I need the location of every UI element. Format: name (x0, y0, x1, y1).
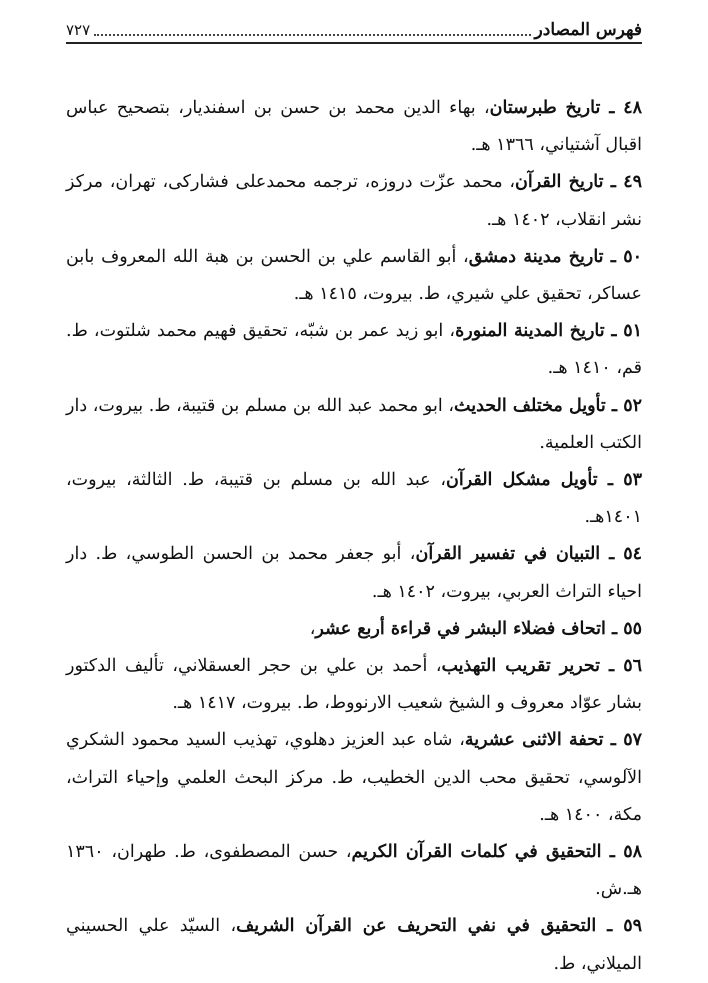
entry-details: محمد عزّت دروزه، ترجمه محمدعلى فشاركى، تهران، مركز نشر انقلاب، ١٤٠٢ هـ. (66, 172, 642, 230)
entry-title: تاريخ القرآن (515, 172, 604, 193)
entry-details: ابو محمد عبد الله بن مسلم بن قتيبة، ط. بيروت، دار الكتب العلمية. (66, 395, 642, 453)
entry-details: شاه عبد العزيز دهلوي، تهذيب السيد محمود الشكري الآلوسي، تحقيق محب الدين الخطيب، ط. مركز البحث العلمي وإحياء التراث، مكة، ١٤٠٠ هـ. (66, 730, 642, 825)
bibliography-entry: ٥٨ ـ التحقيق في كلمات القرآن الكريم، حسن المصطفوى، ط. طهران، ١٣٦٠ هـ.ش. (66, 842, 642, 900)
bibliography-entry: ٥٧ ـ تحفة الاثنى عشرية، شاه عبد العزيز دهلوي، تهذيب السيد محمود الشكري الآلوسي، تحقيق محب الدين الخطيب، ط. مركز البحث العلمي وإحياء التراث، مكة، ١٤٠٠ هـ. (66, 730, 642, 825)
entry-title: تحرير تقريب التهذيب (441, 656, 601, 677)
bibliography-entry: ٥٦ ـ تحرير تقريب التهذيب، أحمد بن علي بن حجر العسقلاني، تأليف الدكتور بشار عوّاد معروف و الشيخ شعيب الارنووط، ط. بيروت، ١٤١٧ هـ. (66, 656, 642, 714)
entry-number: ٥٠ (623, 246, 642, 267)
bibliography-entry: ٥٢ ـ تأويل مختلف الحديث، ابو محمد عبد الله بن مسلم بن قتيبة، ط. بيروت، دار الكتب العلمية. (66, 395, 643, 453)
entry-number: ٥٧ (623, 730, 642, 751)
entry-details: السيّد علي الحسيني الميلاني، ط. (66, 916, 642, 974)
entry-number: ٥٩ (623, 916, 642, 937)
entry-details: أحمد بن علي بن حجر العسقلاني، تأليف الدكتور بشار عوّاد معروف و الشيخ شعيب الارنووط، ط. بيروت، ١٤١٧ هـ. (66, 656, 642, 714)
entry-title: تحفة الاثنى عشرية (464, 730, 604, 751)
entry-title: التبيان في تفسير القرآن (415, 544, 601, 565)
bibliography-entry: ٥١ ـ تاريخ المدينة المنورة، ابو زيد عمر بن شبّه، تحقيق فهيم محمد شلتوت، ط. قم، ١٤١٠ هـ. (66, 321, 642, 379)
bibliography-entry: ٤٨ ـ تاريخ طبرستان، بهاء الدين محمد بن حسن بن اسفنديار، بتصحيح عباس اقبال آشتياني، ١٣٦٦ هـ. (66, 98, 643, 156)
entry-title: التحقيق في نفي التحريف عن القرآن الشريف (236, 916, 597, 937)
entry-title: تأويل مختلف الحديث (454, 395, 606, 416)
header-dot-leader (94, 34, 530, 36)
entry-number: ٥٣ (623, 470, 643, 491)
running-header (66, 14, 642, 44)
entry-title: تأويل مشكل القرآن (446, 470, 598, 491)
bibliography-entry: ٥٣ ـ تأويل مشكل القرآن، عبد الله بن مسلم بن قتيبة، ط. الثالثة، بيروت، ١٤٠١هـ. (66, 470, 643, 528)
bibliography-list (66, 90, 642, 983)
entry-title: تاريخ طبرستان (489, 98, 601, 118)
entry-number: ٥١ (623, 321, 642, 342)
entry-number: ٥٦ (623, 656, 642, 677)
bibliography-entry: ٥٠ ـ تاريخ مدينة دمشق، أبو القاسم علي بن الحسن بن هبة الله المعروف بابن عساكر، تحقيق علي شيري، ط. بيروت، ١٤١٥ هـ. (66, 246, 642, 305)
entry-details: أبو القاسم علي بن الحسن بن هبة الله المعروف بابن عساكر، تحقيق علي شيري، ط. بيروت، ١٤١٥ هـ. (66, 246, 642, 305)
book-page (66, 14, 643, 974)
bibliography-entry: ٥٩ ـ التحقيق في نفي التحريف عن القرآن الشريف، السيّد علي الحسيني الميلاني، ط. (66, 916, 642, 974)
entry-number: ٤٨ (623, 98, 643, 118)
entry-title: التحقيق في كلمات القرآن الكريم (351, 842, 602, 863)
entry-number: ٥٨ (623, 842, 642, 863)
bibliography-entry: ٤٩ ـ تاريخ القرآن، محمد عزّت دروزه، ترجمه محمدعلى فشاركى، تهران، مركز نشر انقلاب، ١٤٠٢ هـ. (66, 172, 642, 230)
page-number: ٧٢٧ (66, 21, 91, 39)
entry-number: ٥٥ (623, 618, 642, 639)
entry-number: ٥٢ (623, 395, 643, 416)
header-title: فهرس المصادر (534, 20, 642, 40)
entry-details: أبو جعفر محمد بن الحسن الطوسي، ط. دار احياء التراث العربي، بيروت، ١٤٠٢ هـ. (66, 544, 642, 602)
entry-details: بهاء الدين محمد بن حسن بن اسفنديار، بتصحيح عباس اقبال آشتياني، ١٣٦٦ هـ. (66, 98, 642, 156)
entry-details: ابو زيد عمر بن شبّه، تحقيق فهيم محمد شلتوت، ط. قم، ١٤١٠ هـ. (66, 321, 642, 379)
entry-title: تاريخ المدينة المنورة (455, 321, 605, 342)
entry-title: تاريخ مدينة دمشق (468, 246, 604, 267)
entry-details: عبد الله بن مسلم بن قتيبة، ط. الثالثة، بيروت، ١٤٠١هـ. (66, 470, 642, 528)
entry-number: ٥٤ (623, 544, 643, 565)
entry-title: اتحاف فضلاء البشر في قراءة أربع عشر (315, 618, 606, 639)
bibliography-entry: ٥٥ ـ اتحاف فضلاء البشر في قراءة أربع عشر، (309, 618, 642, 639)
entry-number: ٤٩ (623, 172, 642, 193)
entry-details: حسن المصطفوى، ط. طهران، ١٣٦٠ هـ.ش. (66, 842, 642, 900)
bibliography-entry: ٥٤ ـ التبيان في تفسير القرآن، أبو جعفر محمد بن الحسن الطوسي، ط. دار احياء التراث العربي، بيروت، ١٤٠٢ هـ. (66, 544, 643, 602)
